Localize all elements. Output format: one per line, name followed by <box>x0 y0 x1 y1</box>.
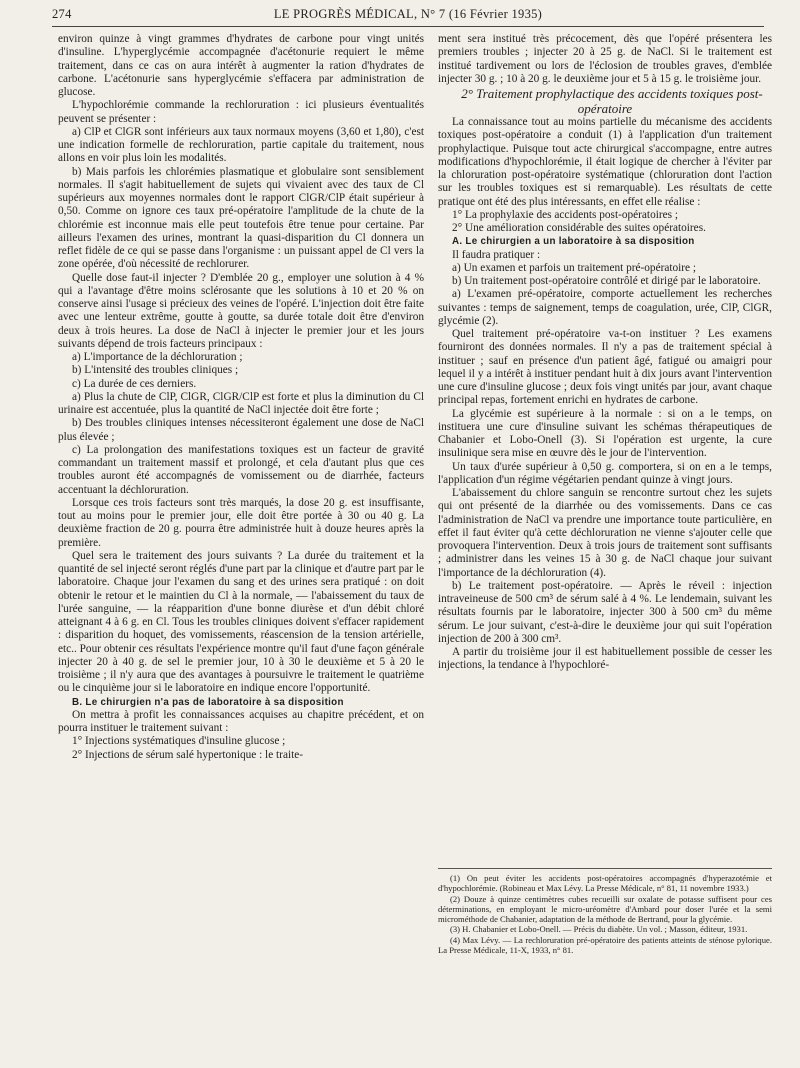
page-header <box>52 7 764 29</box>
paragraph: c) La prolongation des manifestations toxiques est un facteur de gravité commandant un traitement massif et prolongé, et cela d'autant plus que ces troubles auront été accompagnés de vomissement ou de diarrhée, facteurs accentuant la déchloruration. <box>58 443 424 496</box>
list-item: 2° Injections de sérum salé hypertonique : le traite- <box>72 748 304 761</box>
paragraph: b) Le traitement post-opératoire. — Après le réveil : injection intraveineuse de 500 cm³ de sérum salé à 4 %. Le lendemain, suivant les résultats fournis par le laboratoire, injecter 300 à 500 cm³ du même sérum. Le jour suivant, c'est-à-dire le deuxième jour qui suit l'opération injection de 200 à 300 cm³. <box>438 579 772 645</box>
paragraph: Quel sera le traitement des jours suivants ? La durée du traitement et la quantité de sel injecté seront réglés d'une part par la clinique et d'autre part par le laboratoire. Chaque jour l'examen du sang et des urines sera pratiqué : on doit obtenir le retour et le maintien du Cl à la normale, — l'abaissement du taux de l'urée sanguine, — la réapparition d'une bonne diurèse et d'un débit chloré atteignant 4 à 6 g. en Cl. Tous les troubles cliniques doivent s'effacer rapidement : disparition du hoquet, des vomissements, réascension de la tension artérielle, etc.. Pour obtenir ces résultats l'expérience montre qu'il faut d'une façon générale injecter 20 à 40 g. de sel le premier jour, 10 à 30 le deuxième et 5 à 20 le troisième ; il n'y aura que des avantages à poursuivre le traitement le quatrième ou le cinquième jour si le laboratoire en indique encore l'opportunité. <box>58 549 424 695</box>
page-number: 274 <box>52 7 72 21</box>
footnote: (3) H. Chabanier et Lobo-Onell. — Précis du diabète. Un vol. ; Masson, éditeur, 1931. <box>450 924 748 935</box>
footnote-rule <box>438 868 772 869</box>
list-item: 1° Injections systématiques d'insuline glucose ; <box>72 735 286 748</box>
header-rule <box>52 26 764 27</box>
paragraph: Quel traitement pré-opératoire va-t-on instituer ? Les examens fourniront des données normales. Il n'y a pas de traitement spécial à instituer ; sauf en présence d'un patient âgé, fatigué ou amaigri pour lequel il y a intérêt à instituer pendant huit à dix jours avant l'intervention une cure d'insuline glucose ; deux fois vingt unités par jour, avant chaque principal repas, fortement enrichi en hydrates de carbone. <box>438 328 772 407</box>
subsection-heading: A. Le chirurgien a un laboratoire à sa disposition <box>452 236 695 248</box>
paragraph: ment sera institué très précocement, dès que l'opéré présentera les premiers troubles ; injecter 20 à 25 g. de NaCl. Si le traitement est institué tardivement ou lors de l'éclosion de troubles graves, d'emblée injecter 30 g. ; 10 à 20 g. le deuxième jour et 5 à 15 g. le troisième jour. <box>438 33 772 85</box>
paragraph: L'hypochlorémie commande la rechloruration : ici plusieurs éventualités peuvent se présenter : <box>58 99 424 125</box>
paragraph: Un taux d'urée supérieur à 0,50 g. comportera, si on en a le temps, l'application d'un régime végétarien pendant quinze à vingt jours. <box>438 460 772 486</box>
footnote: (2) Douze à quinze centimètres cubes recueilli sur oxalate de potasse suffisent pour ces déterminations, en employant le micro-uréomètre d'Ambard pour doser l'urée et la semi microméthode de Chabanier, adaptation de la méthode de Bertrand, pour la glycémie. <box>438 893 772 925</box>
paragraph: environ quinze à vingt grammes d'hydrates de carbone pour vingt unités d'insuline. L'hyperglycémie accompagnée d'acétonurie requiert le même traitement, dans ce cas on aura intérêt à augmenter la ration d'hydrates de carbone. L'acétonurie sans hyperglycémie s'effacera par administration de glucose. <box>58 33 424 98</box>
list-item: b) Un traitement post-opératoire contrôlé et dirigé par le laboratoire. <box>452 275 761 287</box>
paragraph: Lorsque ces trois facteurs sont très marqués, la dose 20 g. est insuffisante, tout au moins pour le premier jour, elle doit être portée à 30 ou 40 g. La deuxième fraction de 20 g. pourra être administrée huit à douze heures après la première. <box>58 496 424 549</box>
footnote: (4) Max Lévy. — La rechloruration pré-opératoire des patients atteints de sténose pylorique. La Presse Médicale, 11-X, 1933, n° 81. <box>438 934 772 956</box>
paragraph: b) Des troubles cliniques intenses nécessiteront également une dose de NaCl plus élevée ; <box>58 417 424 443</box>
running-title: LE PROGRÈS MÉDICAL, N° 7 (16 Février 1935) <box>273 7 543 21</box>
paragraph: Quelle dose faut-il injecter ? D'emblée 20 g., employer une solution à 4 % qui a l'avantage d'être moins sclérosante que les solutions à 10 et 20 % on conserve ainsi l'usage si précieux des veines de l'opéré. L'injection doit être faite avec une lenteur extrême, goutte à goutte, sa durée totale doit être d'environ deux à trois heures. La dose de NaCl à injecter le premier jour et les jours suivants dépend de trois facteurs principaux : <box>58 271 424 350</box>
right-column <box>438 33 772 673</box>
paragraph: a) ClP et ClGR sont inférieurs aux taux normaux moyens (3,60 et 1,80), c'est une indication formelle de rechloruration, partie capitale du traitement, nous allons en voir plus loin les modalités. <box>58 125 424 165</box>
paragraph: a) Plus la chute de ClP, ClGR, ClGR/ClP est forte et plus la diminution du Cl urinaire est accentuée, plus la quantité de NaCl injectée doit être forte ; <box>58 390 424 416</box>
list-item: c) La durée de ces derniers. <box>72 377 197 390</box>
paragraph: La connaissance tout au moins partielle du mécanisme des accidents toxiques post-opératoire a conduit (1) à l'application d'un traitement prophylactique. Puisque tout acte chirurgical s'accompagne, entre autres modifications d'hypochlorémie, il était logique de chercher à l'éviter par la chloruration post-opératoire systématique (chloruration dont l'action sur les troubles toxiques est si remarquable). Les résultats de cette pratique ont été des plus intéressants, en effet elle réalise : <box>438 116 772 208</box>
footnotes <box>438 868 772 955</box>
list-item: 1° La prophylaxie des accidents post-opératoires ; <box>452 208 678 221</box>
paragraph: A partir du troisième jour il est habituellement possible de cesser les injections, la tendance à l'hypochloré- <box>438 646 772 672</box>
list-item: 2° Une amélioration considérable des suites opératoires. <box>452 222 706 234</box>
list-item: b) L'intensité des troubles cliniques ; <box>72 364 239 377</box>
paragraph: Il faudra pratiquer : <box>452 248 541 261</box>
list-item: a) L'importance de la déchloruration ; <box>72 351 243 363</box>
paragraph: On mettra à profit les connaissances acquises au chapitre précédent, et on pourra instituer le traitement suivant : <box>58 708 424 734</box>
paragraph: L'abaissement du chlore sanguin se rencontre surtout chez les sujets qui ont présenté de la diarrhée ou des vomissements. Dans ce cas l'administration de NaCl va prendre une importance toute particulière, en effet il faut éviter qu'à cette déchloruration ne vienne s'ajouter celle que provoquera l'intervention. Deux à trois jours de traitement sont suffisants ; administrer dans les veines 15 à 30 g. de NaCl chaque jour suivant l'importance de la déchloruration (4). <box>438 487 772 579</box>
paragraph: b) Mais parfois les chlorémies plasmatique et globulaire sont sensiblement normales. Il s'agit habituellement de sujets qui vivaient avec des taux de Cl supérieurs aux moyennes normales dont le rapport ClGR/ClP était supérieur à 0,50. Comme on ignore ces taux pré-opératoire l'amplitude de la chute de la chlorémie est inconnue mais elle peut toutefois être tenue pour certaine. Par ailleurs l'examen des urines, montrant la quasi-disparition du Cl donnera un reflet fidèle de ce qui se passe dans l'organisme : un puissant appel de Cl vers la zone opérée, d'où nécessité de rechlorurer. <box>58 165 424 271</box>
left-column <box>58 33 424 762</box>
section-title: 2° Traitement prophylactique des accidents toxiques post-opératoire <box>461 86 763 116</box>
footnote: (1) On peut éviter les accidents post-opératoires accompagnés d'hyperazotémie et d'hypochlorémie. (Robineau et Max Lévy. La Presse Médicale, n° 81, 11 novembre 1933.) <box>438 873 772 894</box>
paragraph: a) L'examen pré-opératoire, comporte actuellement les recherches suivantes : temps de saignement, temps de coagulation, urée, ClP, ClGR, glycémie (2). <box>438 288 772 327</box>
paragraph: La glycémie est supérieure à la normale : si on a le temps, on instituera une cure d'insuline suivant les schémas thérapeutiques de Chabanier et Lobo-Onell (3). Si l'opération est urgente, la cure insulinique sera mise en œuvre dès le jour de l'intervention. <box>438 407 772 460</box>
subsection-heading: B. Le chirurgien n'a pas de laboratoire à sa disposition <box>72 696 344 708</box>
list-item: a) Un examen et parfois un traitement pré-opératoire ; <box>452 261 697 274</box>
